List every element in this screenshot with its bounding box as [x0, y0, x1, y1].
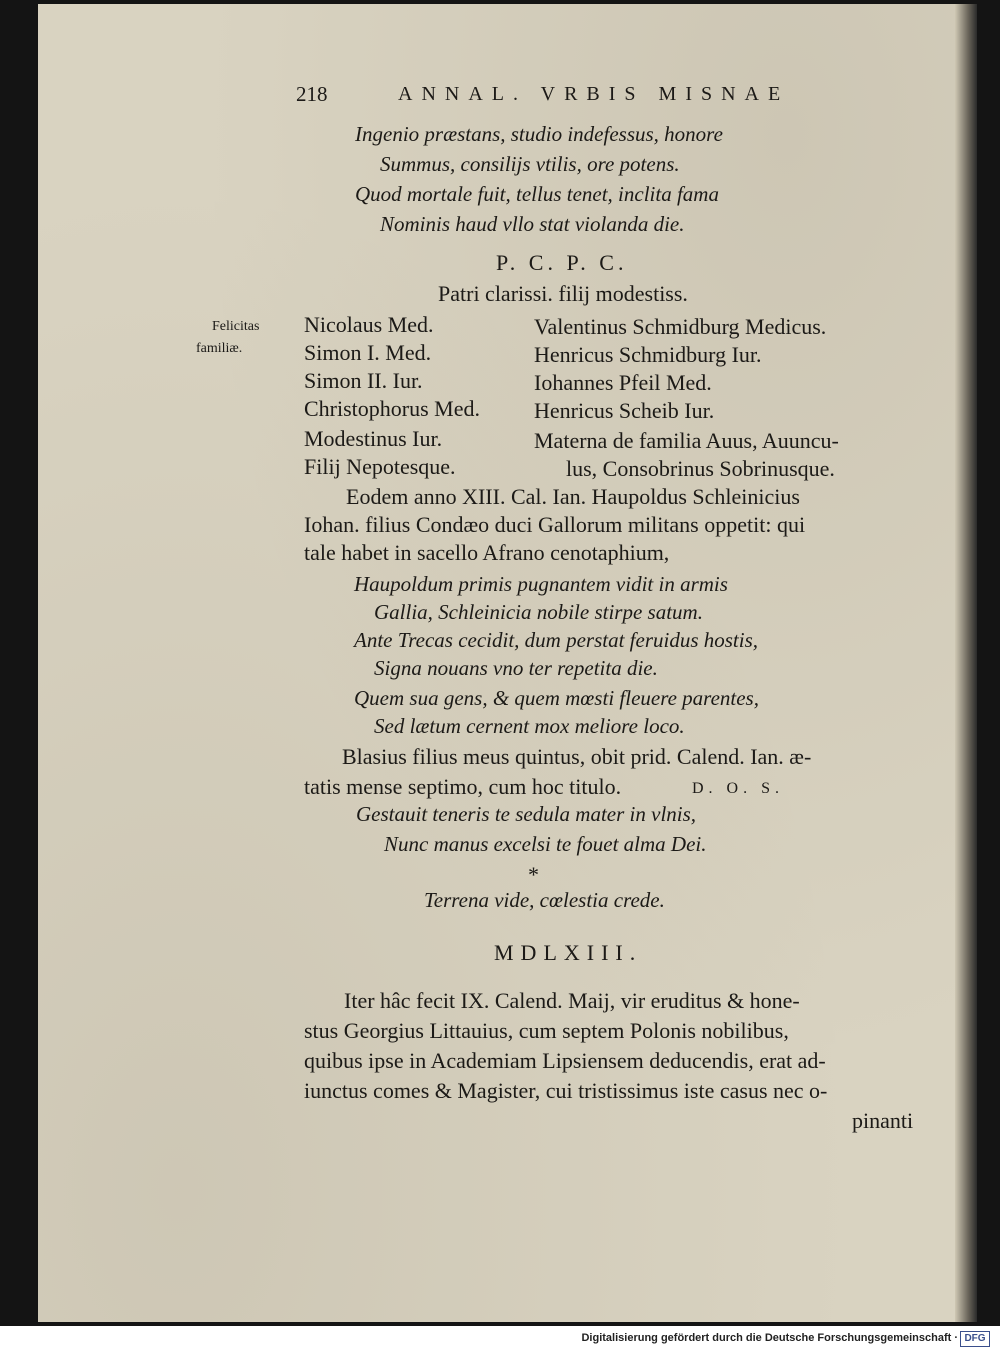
- sons-right-1: Valentinus Schmidburg Medicus.: [534, 314, 827, 339]
- pcpc-heading: P. C. P. C.: [496, 250, 628, 275]
- epitaph2-line-5: Quem sua gens, & quem mœsti fleuere parentes,: [354, 686, 759, 710]
- sons-right-4: Henricus Scheib Iur.: [534, 398, 715, 423]
- sons-left-6: Filij Nepotesque.: [304, 454, 456, 479]
- page-number: 218: [296, 82, 328, 106]
- para2-line-1: Blasius filius meus quintus, obit prid. Calend. Ian. æ-: [342, 744, 812, 769]
- sons-left-1: Nicolaus Med.: [304, 312, 434, 337]
- sons-left-4: Christophorus Med.: [304, 396, 480, 421]
- para3-line-1: Iter hâc fecit IX. Calend. Maij, vir eruditus & hone-: [344, 988, 800, 1013]
- para3-line-3: quibus ipse in Academiam Lipsiensem deducendis, erat ad-: [304, 1048, 826, 1073]
- page-gutter-shadow: [955, 4, 977, 1322]
- epitaph3-line-1: Gestauit teneris te sedula mater in vlnis,: [356, 802, 697, 826]
- para3-line-2: stus Georgius Littauius, cum septem Polonis nobilibus,: [304, 1018, 789, 1043]
- catchword: pinanti: [852, 1108, 914, 1133]
- margin-note-line-2: familiæ.: [196, 341, 243, 356]
- epitaph1-line-4: Nominis haud vllo stat violanda die.: [380, 212, 685, 236]
- epitaph1-line-2: Summus, consilijs vtilis, ore potens.: [380, 152, 680, 176]
- epitaph1-line-3: Quod mortale fuit, tellus tenet, inclita fama: [355, 182, 719, 206]
- epitaph2-line-1: Haupoldum primis pugnantem vidit in armis: [354, 572, 728, 596]
- epitaph2-line-6: Sed lætum cernent mox meliore loco.: [374, 714, 685, 738]
- epitaph2-line-3: Ante Trecas cecidit, dum perstat feruidus hostis,: [354, 628, 759, 652]
- sons-left-5: Modestinus Iur.: [304, 426, 443, 451]
- margin-note-line-1: Felicitas: [212, 319, 260, 334]
- digitization-footer: [0, 1326, 1000, 1351]
- sons-right-2: Henricus Schmidburg Iur.: [534, 342, 762, 367]
- para2-line-2: tatis mense septimo, cum hoc titulo.: [304, 774, 622, 799]
- para3-line-4: iunctus comes & Magister, cui tristissimus iste casus nec o-: [304, 1078, 828, 1103]
- para1-line-1: Eodem anno XIII. Cal. Ian. Haupoldus Schleinicius: [346, 484, 800, 509]
- dos-abbreviation: D. O. S.: [692, 780, 785, 797]
- dedication-line: Patri clarissi. filij modestiss.: [438, 281, 688, 306]
- para1-line-3: tale habet in sacello Afrano cenotaphium,: [304, 540, 670, 565]
- sons-right-6: lus, Consobrinus Sobrinusque.: [566, 456, 835, 481]
- epitaph2-line-4: Signa nouans vno ter repetita die.: [374, 656, 658, 680]
- running-title: ANNAL. VRBIS MISNAE: [398, 83, 790, 105]
- motto-line: Terrena vide, cœlestia crede.: [424, 888, 665, 912]
- footer-credit: Digitalisierung gefördert durch die Deutsche Forschungsgemeinschaft ·: [581, 1332, 958, 1344]
- epitaph2-line-2: Gallia, Schleinicia nobile stirpe satum.: [374, 600, 703, 624]
- sons-left-2: Simon I. Med.: [304, 340, 432, 365]
- epitaph3-line-2: Nunc manus excelsi te fouet alma Dei.: [384, 832, 707, 856]
- epitaph1-line-1: Ingenio præstans, studio indefessus, honore: [355, 122, 723, 146]
- sons-right-5: Materna de familia Auus, Auuncu-: [534, 428, 839, 453]
- para1-line-2: Iohan. filius Condæo duci Gallorum militans oppetit: qui: [304, 512, 806, 537]
- sons-left-3: Simon II. Iur.: [304, 368, 423, 393]
- year-heading: MDLXIII.: [494, 940, 643, 965]
- asterisk-ornament: *: [528, 862, 539, 887]
- dfg-logo-icon: DFG: [960, 1331, 990, 1347]
- sons-right-3: Iohannes Pfeil Med.: [534, 370, 712, 395]
